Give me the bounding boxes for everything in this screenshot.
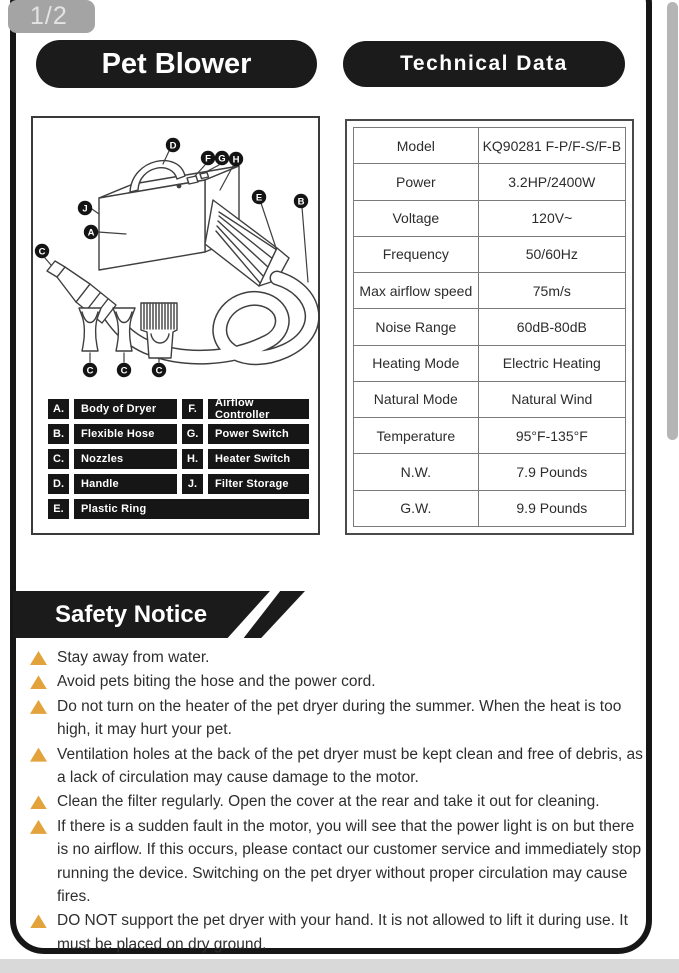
- safety-item-text: Ventilation holes at the back of the pet dryer must be kept clean and free of debris, as a lack of circulation may cause damage to the motor.: [57, 745, 643, 787]
- legend-key-a: A.: [48, 399, 69, 419]
- table-row-label: Noise Range: [354, 309, 479, 344]
- table-row: [354, 346, 625, 382]
- table-row-label: Max airflow speed: [354, 273, 479, 308]
- spare-nozzles-drawing: [79, 303, 177, 358]
- callout-h-letter: H: [232, 154, 240, 166]
- safety-list: [30, 646, 646, 956]
- table-row: [354, 382, 625, 418]
- callout-d-letter: D: [169, 140, 177, 152]
- safety-item-text: Avoid pets biting the hose and the power cord.: [57, 673, 376, 691]
- warning-triangle-icon: [30, 651, 47, 665]
- product-title: Pet Blower: [101, 47, 252, 80]
- safety-item-text: If there is a sudden fault in the motor, you will see that the power light is on but there is no airflow. If this occurs, please contact our customer service and immediately stop running the device. Switching on the pet dryer without proper circulation may cause fires.: [57, 817, 642, 906]
- table-row-label: N.W.: [354, 454, 479, 489]
- legend-key-b: B.: [48, 424, 69, 444]
- parts-legend: [48, 399, 309, 519]
- table-row: [354, 309, 625, 345]
- callout-c-letter: C: [120, 365, 128, 377]
- warning-triangle-icon: [30, 795, 47, 809]
- safety-notice-banner: [13, 591, 305, 638]
- table-row: [354, 418, 625, 454]
- legend-label-f: Airflow Controller: [208, 399, 309, 419]
- table-row-value: 75m/s: [532, 282, 571, 299]
- list-item: [30, 815, 646, 909]
- indicator-dot: [177, 184, 180, 187]
- product-title-banner: [36, 40, 317, 88]
- table-row-value: 50/60Hz: [525, 246, 578, 263]
- warning-triangle-icon: [30, 675, 47, 689]
- table-row: [354, 201, 625, 237]
- product-diagram-box: [31, 116, 320, 535]
- table-row: [354, 237, 625, 273]
- callout-e-letter: E: [255, 192, 263, 204]
- safety-item-text: Do not turn on the heater of the pet dryer during the summer. When the heat is too high, it may hurt your pet.: [57, 697, 622, 739]
- technical-data-table: [353, 127, 626, 527]
- table-row-value: Natural Wind: [511, 391, 593, 408]
- footer-strip: [0, 959, 679, 973]
- legend-key-d: D.: [48, 474, 69, 494]
- legend-key-g: G.: [182, 424, 203, 444]
- callout-g-letter: G: [218, 153, 226, 165]
- callout-a-letter: A: [87, 227, 95, 239]
- callout-j-letter: J: [82, 203, 88, 215]
- technical-data-table-box: [345, 119, 634, 535]
- table-row-value: 9.9 Pounds: [516, 500, 588, 517]
- legend-label-j: Filter Storage: [208, 474, 309, 494]
- legend-label-c: Nozzles: [74, 449, 177, 469]
- legend-label-a: Body of Dryer: [74, 399, 177, 419]
- warning-triangle-icon: [30, 700, 47, 714]
- list-item: [30, 646, 646, 669]
- callout-b-letter: B: [297, 196, 305, 208]
- table-row-label: G.W.: [354, 491, 479, 526]
- legend-key-c: C.: [48, 449, 69, 469]
- table-row: [354, 454, 625, 490]
- power-switch-drawing: [187, 176, 198, 184]
- scrollbar-thumb[interactable]: [667, 2, 678, 440]
- safety-item-text: Clean the filter regularly. Open the cover at the rear and take it out for cleaning.: [57, 793, 600, 811]
- table-row-value: 7.9 Pounds: [516, 464, 588, 481]
- page-indicator-badge: [8, 0, 95, 33]
- table-row: [354, 273, 625, 309]
- callout-c-letter: C: [86, 365, 94, 377]
- page-indicator: 1/2: [30, 2, 68, 30]
- safety-notice-title: Safety Notice: [55, 600, 208, 628]
- legend-label-e: Plastic Ring: [74, 499, 309, 519]
- callout-c-letter: C: [38, 246, 46, 258]
- legend-key-e: E.: [48, 499, 69, 519]
- warning-triangle-icon: [30, 914, 47, 928]
- technical-data-title: Technical Data: [400, 52, 568, 75]
- list-item: [30, 909, 646, 956]
- table-row-label: Frequency: [354, 237, 479, 272]
- warning-triangle-icon: [30, 748, 47, 762]
- list-item: [30, 790, 646, 813]
- list-item: [30, 743, 646, 790]
- table-row-value: 95°F-135°F: [515, 427, 588, 444]
- table-row-value: 60dB-80dB: [516, 318, 587, 335]
- table-row-value: Electric Heating: [502, 355, 601, 372]
- warning-triangle-icon: [30, 820, 47, 834]
- table-row: [354, 128, 625, 164]
- table-row-label: Heating Mode: [354, 346, 479, 381]
- table-row-label: Temperature: [354, 418, 479, 453]
- table-row-value: 3.2HP/2400W: [508, 173, 596, 190]
- dryer-body-drawing: [99, 161, 289, 286]
- safety-item-text: Stay away from water.: [57, 649, 210, 666]
- legend-label-g: Power Switch: [208, 424, 309, 444]
- callout-f-letter: F: [205, 153, 211, 165]
- list-item: [30, 695, 646, 742]
- table-row: [354, 491, 625, 526]
- legend-key-f: F.: [182, 399, 203, 419]
- pet-dryer-line-drawing: [33, 120, 318, 398]
- table-row-value: KQ90281 F-P/F-S/F-B: [482, 137, 622, 154]
- table-row-label: Natural Mode: [354, 382, 479, 417]
- legend-key-j: J.: [182, 474, 203, 494]
- list-item: [30, 670, 646, 693]
- legend-label-b: Flexible Hose: [74, 424, 177, 444]
- table-row-label: Voltage: [354, 201, 479, 236]
- table-row-label: Model: [354, 128, 479, 163]
- legend-label-h: Heater Switch: [208, 449, 309, 469]
- legend-label-d: Handle: [74, 474, 177, 494]
- table-row-label: Power: [354, 164, 479, 199]
- legend-key-h: H.: [182, 449, 203, 469]
- safety-item-text: DO NOT support the pet dryer with your hand. It is not allowed to lift it during use. It must be placed on dry ground.: [57, 912, 628, 953]
- callout-c-letter: C: [155, 365, 163, 377]
- table-row-value: 120V~: [531, 210, 573, 227]
- table-row: [354, 164, 625, 200]
- technical-data-banner: [343, 41, 625, 87]
